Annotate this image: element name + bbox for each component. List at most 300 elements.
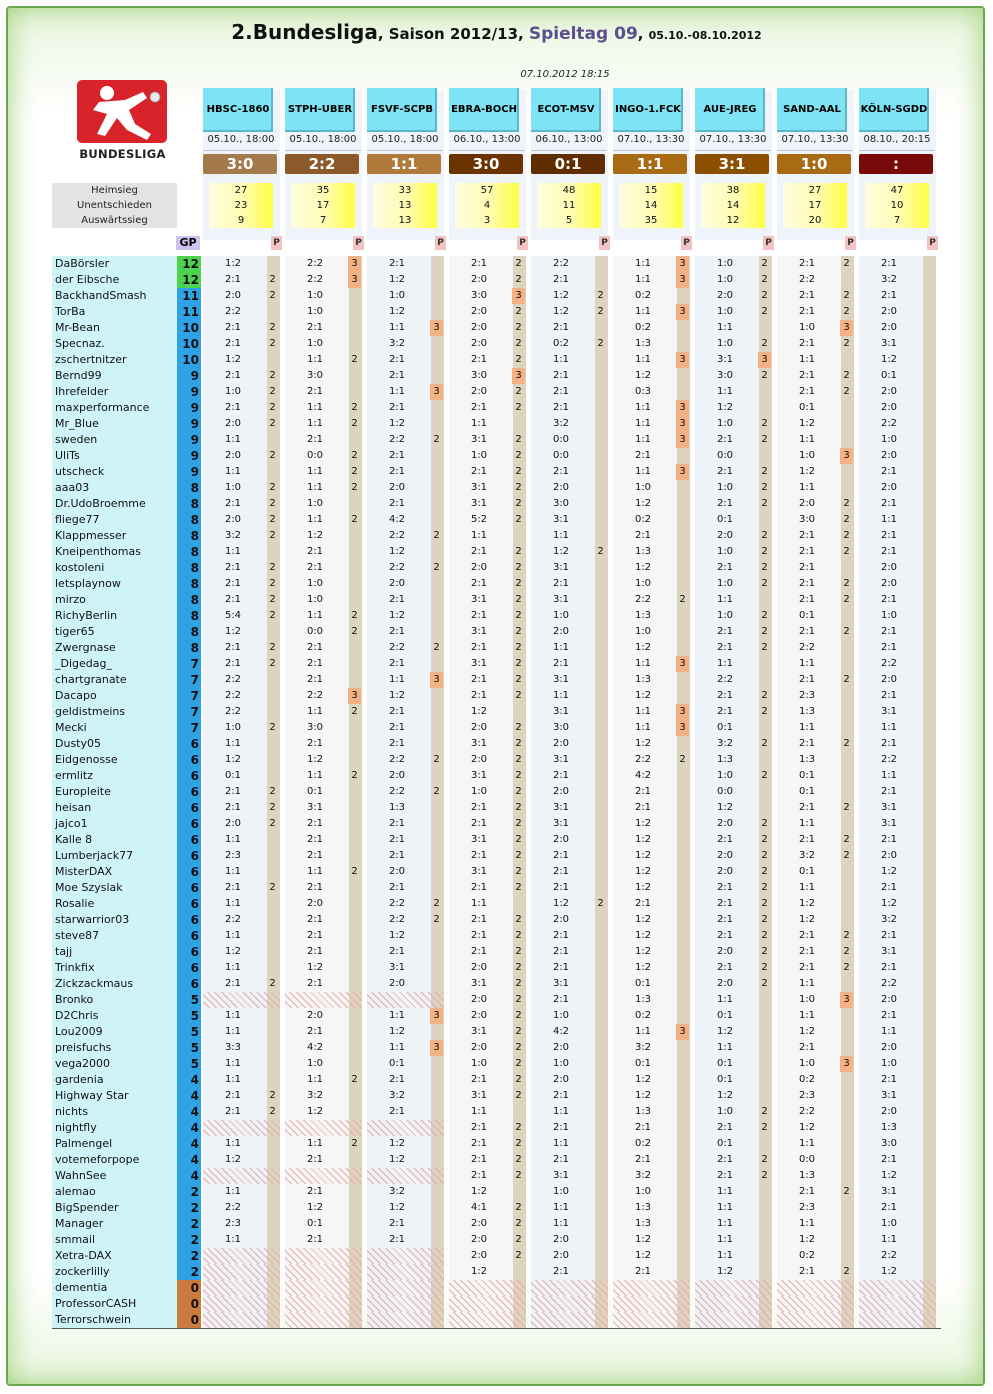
tip-cell: 2:1: [470, 258, 488, 269]
tip-points: 2: [515, 450, 522, 461]
player-name[interactable]: jajco1: [55, 817, 88, 830]
player-name[interactable]: zschertnitzer: [55, 353, 127, 366]
tip-points: 2: [433, 754, 440, 765]
player-name[interactable]: dementia: [55, 1281, 108, 1294]
player-name[interactable]: chartgranate: [55, 673, 127, 686]
tip-cell: 3:1: [716, 354, 734, 365]
tip-cell: 1:1: [552, 1138, 570, 1149]
player-name[interactable]: utscheck: [55, 465, 105, 478]
tip-cell: 2:1: [470, 642, 488, 653]
tip-cell: 2:0: [470, 1250, 488, 1261]
player-name[interactable]: TorBa: [55, 305, 86, 318]
tip-cell: 1:0: [716, 338, 734, 349]
player-name[interactable]: Xetra-DAX: [55, 1249, 112, 1262]
league-name: 2.Bundesliga: [231, 20, 378, 44]
player-name[interactable]: Specnaz.: [55, 337, 105, 350]
match-stat-away-3: 3: [455, 213, 519, 228]
missing-tip: [285, 1296, 362, 1312]
tip-cell: 2:1: [470, 850, 488, 861]
match-date-5: 07.10., 13:30: [613, 130, 689, 151]
tip-cell: 2:1: [552, 1090, 570, 1101]
tip-cell: 2:1: [306, 850, 324, 861]
stat-label-0: Heimsieg: [52, 183, 177, 198]
tip-cell: 2:0: [716, 866, 734, 877]
tip-cell: 2:1: [388, 946, 406, 957]
tip-cell: 3:0: [716, 370, 734, 381]
points-header-7: P: [845, 236, 856, 250]
tip-cell: 2:1: [552, 1266, 570, 1277]
player-name[interactable]: geldistmeins: [55, 705, 126, 718]
tip-points: 2: [269, 498, 276, 509]
player-name[interactable]: Zwergnase: [55, 641, 116, 654]
tip-cell: 0:2: [634, 322, 652, 333]
tip-points: 2: [843, 802, 850, 813]
tip-cell: 2:1: [552, 866, 570, 877]
match-stat-home-6: 38: [701, 183, 765, 198]
player-name[interactable]: tajj: [55, 945, 73, 958]
match-stat-draw-3: 4: [455, 198, 519, 213]
tip-points: 2: [515, 994, 522, 1005]
player-name[interactable]: der Eibsche: [55, 273, 120, 286]
missing-tip: [203, 1168, 280, 1184]
match-header-5[interactable]: INGO-1.FCK: [613, 88, 683, 132]
tip-points: 2: [269, 386, 276, 397]
tip-cell: 2:1: [306, 914, 324, 925]
match-header-0[interactable]: HBSC-1860: [203, 88, 273, 132]
tip-cell: 2:1: [306, 434, 324, 445]
tip-cell: 2:2: [880, 658, 898, 669]
matchday-dates: 05.10.-08.10.2012: [648, 29, 762, 42]
tip-points: 2: [843, 738, 850, 749]
tip-cell: 1:3: [716, 754, 734, 765]
tip-cell: 3:1: [880, 338, 898, 349]
player-name[interactable]: Zickzackmaus: [55, 977, 134, 990]
tip-points: 2: [269, 322, 276, 333]
tip-cell: 0:0: [552, 434, 570, 445]
tip-points: 2: [351, 1074, 358, 1085]
tip-points: [922, 928, 935, 944]
tip-cell: 2:1: [716, 562, 734, 573]
player-name[interactable]: Bernd99: [55, 369, 102, 382]
tip-cell: 1:2: [880, 354, 898, 365]
player-name[interactable]: D2Chris: [55, 1009, 99, 1022]
tip-cell: 2:2: [798, 274, 816, 285]
tip-points: 2: [761, 738, 768, 749]
player-name[interactable]: Lou2009: [55, 1025, 103, 1038]
tip-cell: 1:1: [224, 1234, 242, 1245]
match-header-1[interactable]: STPH-UBER: [285, 88, 355, 132]
player-name[interactable]: vega2000: [55, 1057, 110, 1070]
player-name[interactable]: steve87: [55, 929, 100, 942]
tip-cell: 2:1: [224, 594, 242, 605]
player-points: 8: [190, 609, 199, 623]
player-name[interactable]: preisfuchs: [55, 1041, 112, 1054]
player-name[interactable]: Kalle 8: [55, 833, 93, 846]
tip-cell: 2:1: [798, 594, 816, 605]
tip-cell: 1:1: [716, 322, 734, 333]
player-name[interactable]: aaa03: [55, 481, 90, 494]
player-name[interactable]: starwarrior03: [55, 913, 130, 926]
tip-cell: 2:1: [552, 578, 570, 589]
missing-tip: [449, 1280, 526, 1296]
player-name[interactable]: Mr-Bean: [55, 321, 100, 334]
tip-cell: 1:1: [798, 482, 816, 493]
tip-cell: 2:0: [470, 338, 488, 349]
player-points: 2: [190, 1249, 199, 1263]
tip-points: 2: [515, 1122, 522, 1133]
player-name[interactable]: Klappmesser: [55, 529, 127, 542]
tip-points: 2: [269, 594, 276, 605]
tip-cell: 1:2: [552, 290, 570, 301]
player-name[interactable]: Bronko: [55, 993, 94, 1006]
tip-cell: 2:1: [388, 850, 406, 861]
tip-cell: 2:1: [224, 562, 242, 573]
tip-cell: 1:0: [716, 546, 734, 557]
player-name[interactable]: Trinkfix: [55, 961, 95, 974]
tip-points: 2: [843, 370, 850, 381]
tip-points: 2: [761, 338, 768, 349]
tip-cell: 2:0: [470, 386, 488, 397]
player-name[interactable]: BackhandSmash: [55, 289, 147, 302]
tip-cell: 2:0: [470, 306, 488, 317]
tip-cell: 1:1: [552, 530, 570, 541]
player-name[interactable]: Mr_Blue: [55, 417, 99, 430]
player-name[interactable]: BigSpender: [55, 1201, 119, 1214]
tip-cell: 1:1: [798, 658, 816, 669]
tip-cell: 2:1: [552, 402, 570, 413]
tip-points: [922, 1248, 935, 1264]
tip-points: [922, 704, 935, 720]
player-name[interactable]: nightfly: [55, 1121, 97, 1134]
tip-points: 3: [676, 304, 689, 320]
player-name[interactable]: smmail: [55, 1233, 96, 1246]
tip-cell: 2:1: [224, 338, 242, 349]
player-name[interactable]: Eidgenosse: [55, 753, 118, 766]
tip-cell: 2:1: [224, 978, 242, 989]
tip-points: 2: [515, 674, 522, 685]
player-name[interactable]: letsplaynow: [55, 577, 121, 590]
missing-tip: [531, 1296, 608, 1312]
player-name[interactable]: _Digedag_: [55, 657, 112, 670]
player-name[interactable]: Dacapo: [55, 689, 97, 702]
missing-tip: [367, 1312, 444, 1328]
tip-points: [922, 336, 935, 352]
player-name[interactable]: Moe Szyslak: [55, 881, 123, 894]
player-name[interactable]: Ihrefelder: [55, 385, 109, 398]
tip-cell: 1:0: [552, 1058, 570, 1069]
tip-cell: 1:2: [634, 834, 652, 845]
player-name[interactable]: nichts: [55, 1105, 89, 1118]
player-name[interactable]: ProfessorCASH: [55, 1297, 137, 1310]
tip-cell: 2:0: [880, 306, 898, 317]
missing-tip: [613, 1280, 690, 1296]
tip-cell: 2:2: [306, 274, 324, 285]
tip-cell: 2:1: [798, 370, 816, 381]
player-name[interactable]: Lumberjack77: [55, 849, 134, 862]
match-header-2[interactable]: FSVF-SCPB: [367, 88, 437, 132]
tip-cell: 1:1: [306, 866, 324, 877]
tip-points: 3: [676, 720, 689, 736]
player-name[interactable]: Kneipenthomas: [55, 545, 141, 558]
tip-cell: 2:1: [224, 882, 242, 893]
tip-cell: 2:1: [716, 642, 734, 653]
tip-points: 2: [515, 1090, 522, 1101]
tip-points: [922, 272, 935, 288]
tip-points: 2: [515, 658, 522, 669]
tip-points: [922, 736, 935, 752]
player-name[interactable]: votemeforpope: [55, 1153, 140, 1166]
tip-points: 2: [269, 562, 276, 573]
missing-tip: [367, 1120, 444, 1136]
tip-cell: 2:1: [306, 562, 324, 573]
tip-points: [922, 528, 935, 544]
tip-cell: 1:0: [470, 1058, 488, 1069]
missing-tip: [367, 1264, 444, 1280]
tip-cell: 2:1: [306, 674, 324, 685]
tip-cell: 1:0: [634, 1186, 652, 1197]
tip-cell: 2:1: [798, 562, 816, 573]
player-name[interactable]: maxperformance: [55, 401, 150, 414]
player-name[interactable]: Mecki: [55, 721, 87, 734]
tip-points: 3: [348, 688, 361, 704]
tip-cell: 2:1: [798, 1266, 816, 1277]
match-header-7[interactable]: SAND-AAL: [777, 88, 847, 132]
tip-points: 2: [515, 1218, 522, 1229]
tip-points: [922, 1216, 935, 1232]
tip-points: 2: [269, 1090, 276, 1101]
tip-cell: 1:2: [388, 690, 406, 701]
tip-cell: 2:1: [798, 338, 816, 349]
tip-points: [922, 352, 935, 368]
tip-cell: 2:1: [716, 914, 734, 925]
tip-cell: 2:3: [798, 690, 816, 701]
tip-cell: 0:1: [634, 978, 652, 989]
match-stat-away-5: 35: [619, 213, 683, 228]
tip-points: 2: [515, 642, 522, 653]
tip-cell: 2:1: [388, 258, 406, 269]
player-name[interactable]: MisterDAX: [55, 865, 113, 878]
tip-points: [922, 464, 935, 480]
player-name[interactable]: gardenia: [55, 1073, 104, 1086]
player-name[interactable]: ermlitz: [55, 769, 94, 782]
tip-cell: 2:1: [552, 946, 570, 957]
tip-points: 2: [515, 770, 522, 781]
tip-cell: 1:2: [224, 626, 242, 637]
tip-cell: 2:1: [798, 1186, 816, 1197]
tip-points: [922, 1024, 935, 1040]
tip-cell: 1:3: [634, 1218, 652, 1229]
player-points: 8: [190, 593, 199, 607]
match-header-6[interactable]: AUE-JREG: [695, 88, 765, 132]
player-name[interactable]: Dusty05: [55, 737, 101, 750]
tip-points: [922, 1184, 935, 1200]
tip-cell: 0:1: [634, 1058, 652, 1069]
player-name[interactable]: RichyBerlin: [55, 609, 118, 622]
tip-cell: 2:1: [798, 946, 816, 957]
tip-cell: 2:1: [470, 402, 488, 413]
tip-points: [922, 832, 935, 848]
tip-cell: 2:1: [880, 642, 898, 653]
tip-cell: 0:0: [798, 1154, 816, 1165]
tip-cell: 2:1: [880, 290, 898, 301]
missing-tip: [449, 1312, 526, 1328]
tip-cell: 1:0: [798, 994, 816, 1005]
tip-points: 2: [843, 386, 850, 397]
match-header-4[interactable]: ECOT-MSV: [531, 88, 601, 132]
tip-cell: 1:2: [470, 1266, 488, 1277]
tip-cell: 2:3: [224, 1218, 242, 1229]
match-result-4: 0:1: [531, 154, 605, 174]
player-name[interactable]: DaBörsler: [55, 257, 110, 270]
tip-cell: 1:3: [634, 1202, 652, 1213]
tip-cell: 4:2: [306, 1042, 324, 1053]
tip-cell: 1:2: [880, 898, 898, 909]
player-name[interactable]: UliTs: [55, 449, 80, 462]
tip-cell: 1:2: [634, 962, 652, 973]
player-name[interactable]: Dr.UdoBroemme: [55, 497, 146, 510]
player-points: 0: [190, 1281, 199, 1295]
tip-cell: 2:2: [224, 1202, 242, 1213]
tip-cell: 1:2: [798, 1026, 816, 1037]
tip-cell: 0:1: [306, 1218, 324, 1229]
tip-points: 2: [515, 626, 522, 637]
tip-cell: 4:2: [388, 514, 406, 525]
tip-points: 2: [843, 594, 850, 605]
player-name[interactable]: heisan: [55, 801, 92, 814]
tip-cell: 2:1: [224, 642, 242, 653]
tip-cell: 0:0: [716, 786, 734, 797]
tip-cell: 1:2: [306, 1106, 324, 1117]
tip-cell: 2:1: [224, 1106, 242, 1117]
tip-cell: 3:0: [306, 370, 324, 381]
tip-points: [922, 1120, 935, 1136]
player-name[interactable]: mirzo: [55, 593, 86, 606]
player-name[interactable]: sweden: [55, 433, 98, 446]
tip-points: 2: [761, 1154, 768, 1165]
tip-cell: 3:1: [880, 818, 898, 829]
tip-cell: 3:1: [552, 818, 570, 829]
player-name[interactable]: tiger65: [55, 625, 95, 638]
tip-cell: 1:2: [798, 418, 816, 429]
tip-cell: 2:2: [224, 306, 242, 317]
tip-cell: 1:2: [634, 818, 652, 829]
tip-cell: 2:1: [880, 1202, 898, 1213]
points-header-6: P: [763, 236, 774, 250]
player-name[interactable]: fliege77: [55, 513, 100, 526]
tip-cell: 1:1: [634, 706, 652, 717]
match-date-1: 05.10., 18:00: [285, 130, 361, 151]
tip-cell: 1:1: [224, 962, 242, 973]
tip-points: 2: [515, 690, 522, 701]
tip-cell: 2:1: [552, 1154, 570, 1165]
tip-points: 2: [515, 834, 522, 845]
tip-points: 2: [515, 946, 522, 957]
tip-cell: 2:2: [224, 706, 242, 717]
tip-cell: 1:1: [716, 1218, 734, 1229]
tip-cell: 2:1: [224, 274, 242, 285]
player-name[interactable]: Rosalie: [55, 897, 95, 910]
tip-cell: 2:1: [798, 386, 816, 397]
tip-cell: 2:2: [880, 978, 898, 989]
tip-cell: 1:1: [224, 866, 242, 877]
match-stat-home-1: 35: [291, 183, 355, 198]
tip-points: 2: [761, 546, 768, 557]
player-points: 6: [190, 881, 199, 895]
tip-cell: 2:1: [306, 978, 324, 989]
tip-cell: 2:1: [470, 946, 488, 957]
player-name[interactable]: WahnSee: [55, 1169, 107, 1182]
tip-points: 2: [597, 546, 604, 557]
tip-cell: 2:1: [470, 1074, 488, 1085]
player-points: 11: [182, 305, 199, 319]
match-stat-away-6: 12: [701, 213, 765, 228]
tip-cell: 3:1: [470, 434, 488, 445]
tip-cell: 0:1: [716, 1010, 734, 1021]
player-name[interactable]: kostoleni: [55, 561, 105, 574]
tip-cell: 1:2: [388, 610, 406, 621]
missing-tip: [777, 1296, 854, 1312]
points-header-2: P: [435, 236, 446, 250]
match-stat-draw-2: 13: [373, 198, 437, 213]
match-header-8[interactable]: KÖLN-SGDD: [859, 88, 929, 132]
tip-cell: 1:0: [716, 610, 734, 621]
tip-cell: 2:1: [880, 1010, 898, 1021]
player-name[interactable]: Terrorschwein: [55, 1313, 132, 1326]
tip-cell: 1:2: [634, 738, 652, 749]
player-name[interactable]: zockerlilly: [55, 1265, 110, 1278]
tip-cell: 1:3: [798, 1170, 816, 1181]
tip-points: 2: [515, 738, 522, 749]
tip-cell: 2:0: [470, 754, 488, 765]
missing-tip: [285, 1264, 362, 1280]
tip-cell: 1:3: [798, 754, 816, 765]
tip-points: 2: [269, 978, 276, 989]
player-name[interactable]: alemao: [55, 1185, 96, 1198]
tip-points: [922, 1088, 935, 1104]
tip-cell: 2:2: [552, 258, 570, 269]
tip-points: 2: [269, 610, 276, 621]
tip-cell: 2:2: [634, 594, 652, 605]
tip-cell: 2:2: [306, 690, 324, 701]
tip-cell: 2:1: [716, 626, 734, 637]
player-name[interactable]: Manager: [55, 1217, 104, 1230]
tip-points: 2: [843, 498, 850, 509]
tip-cell: 2:0: [552, 1042, 570, 1053]
tip-cell: 2:0: [470, 274, 488, 285]
tip-cell: 3:0: [470, 290, 488, 301]
tip-points: 2: [269, 1106, 276, 1117]
tip-points: 2: [515, 930, 522, 941]
tip-cell: 2:1: [388, 1234, 406, 1245]
tip-cell: 2:1: [798, 930, 816, 941]
tip-points: 2: [843, 578, 850, 589]
match-header-3[interactable]: EBRA-BOCH: [449, 88, 519, 132]
player-name[interactable]: Europleite: [55, 785, 111, 798]
match-result-2: 1:1: [367, 154, 441, 174]
tip-cell: 2:2: [388, 642, 406, 653]
tip-cell: 1:2: [880, 1170, 898, 1181]
player-name[interactable]: Highway Star: [55, 1089, 129, 1102]
player-name[interactable]: Palmengel: [55, 1137, 113, 1150]
player-points: 6: [190, 865, 199, 879]
tip-cell: 2:0: [552, 626, 570, 637]
tip-cell: 3:2: [552, 418, 570, 429]
tip-cell: 1:2: [716, 1090, 734, 1101]
player-points: 9: [190, 465, 199, 479]
tip-cell: 2:1: [798, 962, 816, 973]
tip-cell: 2:1: [388, 354, 406, 365]
tip-cell: 1:0: [634, 482, 652, 493]
